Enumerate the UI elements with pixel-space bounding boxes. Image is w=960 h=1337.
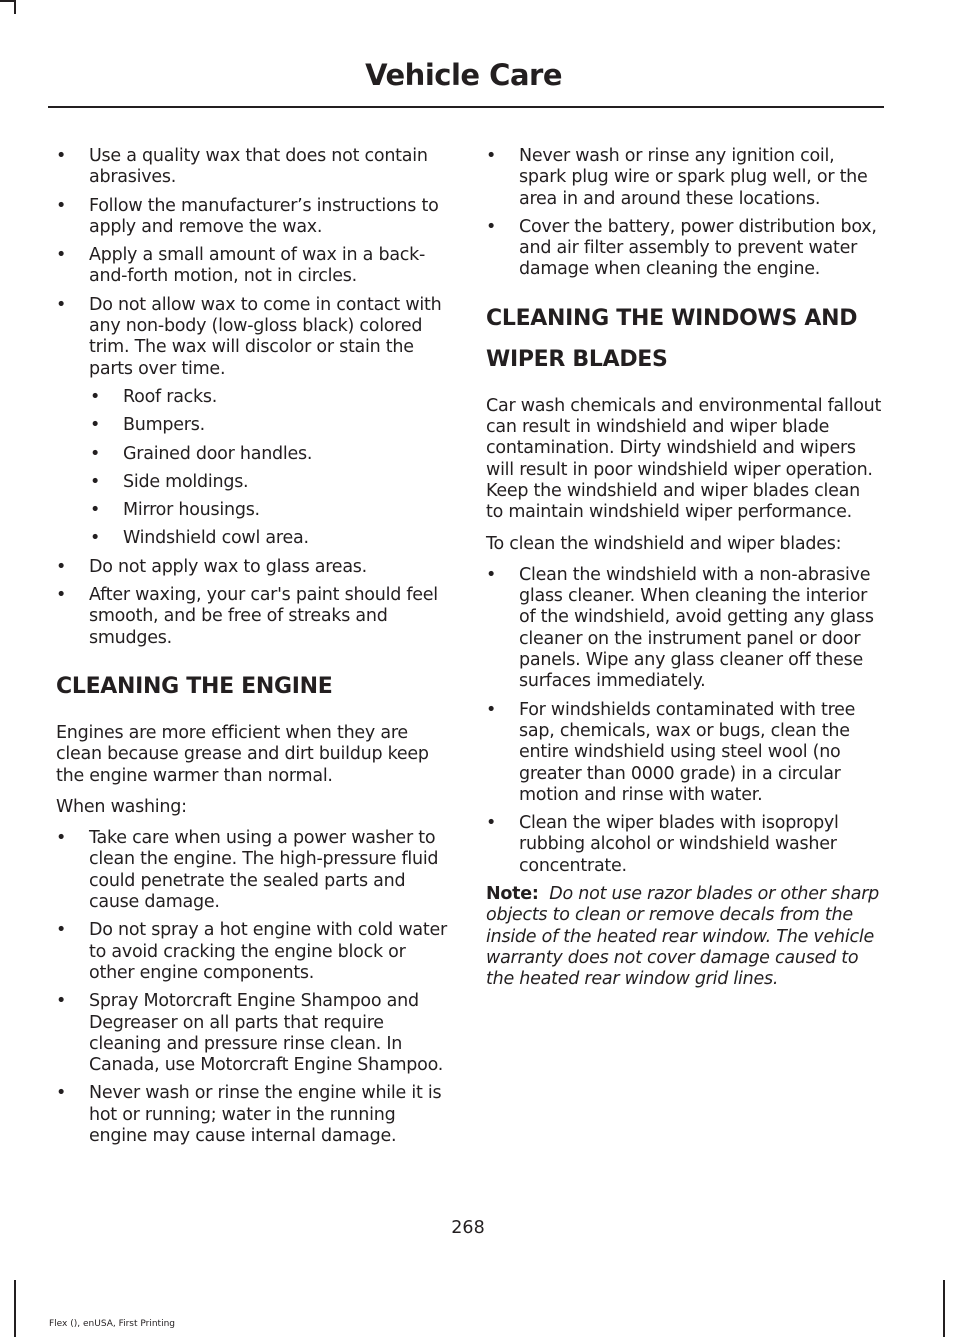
- list-item: • Follow the manufacturer’s instructions to apply and remove the wax.: [56, 195, 439, 237]
- bullet-icon: •: [486, 813, 497, 834]
- bullet-icon: •: [486, 699, 497, 720]
- bullet-icon: •: [56, 585, 67, 606]
- bullet-icon: •: [56, 920, 67, 941]
- bullet-icon: •: [486, 216, 497, 237]
- heading-line: CLEANING THE WINDOWS AND: [486, 305, 858, 331]
- engine-bullet-list-continued: [486, 146, 882, 281]
- bullet-icon: •: [90, 386, 101, 407]
- engine-intro-paragraph: Engines are more efficient when they are clean because grease and dirt buildup keep the engine warmer than normal.: [56, 722, 429, 786]
- crop-mark: [14, 0, 16, 14]
- note-label: Note:: [486, 884, 539, 905]
- list-item: • Spray Motorcraft Engine Shampoo and Degreaser on all parts that require cleaning and pressure rinse clean. In Canada, use Motorcraft Engine Shampoo.: [56, 991, 444, 1076]
- bullet-icon: •: [56, 556, 67, 577]
- list-item: • Use a quality wax that does not contain abrasives.: [56, 146, 428, 188]
- left-column: [56, 146, 448, 1154]
- bullet-icon: •: [90, 443, 101, 464]
- sub-list-item: • Windshield cowl area.: [90, 528, 309, 549]
- crop-mark: [0, 0, 14, 2]
- sub-list-item: • Grained door handles.: [90, 443, 313, 464]
- bullet-icon: •: [56, 245, 67, 266]
- footer-text: Flex (), enUSA, First Printing: [49, 1319, 175, 1329]
- bullet-icon: •: [90, 415, 101, 436]
- bullet-icon: •: [56, 1083, 67, 1104]
- list-item: • After waxing, your car's paint should feel smooth, and be free of streaks and smudges.: [56, 585, 438, 648]
- bullet-icon: •: [56, 828, 67, 849]
- page-number: 268: [451, 1218, 485, 1238]
- sub-list-item: • Mirror housings.: [90, 500, 260, 521]
- bullet-icon: •: [56, 146, 67, 166]
- section-heading-engine: CLEANING THE ENGINE: [56, 673, 333, 699]
- page-header-title: Vehicle Care: [365, 58, 562, 92]
- sub-list-item: • Side moldings.: [90, 471, 249, 492]
- bullet-icon: •: [90, 500, 101, 521]
- sub-list-item: • Roof racks.: [90, 386, 218, 407]
- header-rule: [48, 106, 884, 108]
- wax-bullet-list: [56, 146, 448, 649]
- heading-line: WIPER BLADES: [486, 346, 668, 372]
- list-item: • For windshields contaminated with tree sap, chemicals, wax or bugs, clean the entire windshield using steel wool (no greater than 0000 grade) in a circular motion and rinse with water.: [486, 699, 856, 805]
- windows-bullet-list: [486, 565, 882, 877]
- crop-mark: [943, 1280, 945, 1337]
- list-item: • Clean the windshield with a non-abrasive glass cleaner. When cleaning the interior of the windshield, avoid getting any glass cleaner on the instrument panel or door panels. Wipe any glass cleaner off these surfaces immediately.: [486, 564, 874, 692]
- sub-list-item: • Bumpers.: [90, 415, 205, 436]
- bullet-icon: •: [90, 471, 101, 492]
- bullet-icon: •: [56, 195, 67, 216]
- list-item: • Clean the wiper blades with isopropyl rubbing alcohol or windshield washer concentrate.: [486, 813, 839, 876]
- list-item: • Do not spray a hot engine with cold water to avoid cracking the engine block or other engine components.: [56, 920, 447, 983]
- windows-label: To clean the windshield and wiper blades:: [486, 533, 842, 554]
- bullet-icon: •: [486, 564, 497, 585]
- note-text: Do not use razor blades or other sharp objects to clean or remove decals from the inside of the heated rear window. The vehicle warranty does not cover damage caused to the heated rear window grid lines.: [486, 884, 880, 990]
- bullet-icon: •: [56, 294, 67, 315]
- windows-intro-paragraph: Car wash chemicals and environmental fallout can result in windshield and wiper blade contamination. Dirty windshield and wipers will result in poor windshield wiper operation. Keep the windshield and wiper blades clean to maintain windshield wiper performance.: [486, 395, 882, 523]
- bullet-icon: •: [90, 528, 101, 549]
- list-item: • Do not allow wax to come in contact with any non-body (low-gloss black) colored trim. The wax will discolor or stain the parts over time. • Roof racks. • Bumpers. • Grained door handles. • Side moldings. • Mirror housings. • Windshield cowl area.: [56, 295, 448, 550]
- list-item: • Do not apply wax to glass areas.: [56, 556, 367, 577]
- list-item: • Never wash or rinse any ignition coil, spark plug wire or spark plug well, or the area in and around these locations.: [486, 146, 868, 209]
- bullet-icon: •: [486, 146, 497, 166]
- crop-mark: [14, 1280, 16, 1337]
- trim-subitem-list: [89, 387, 448, 550]
- list-item: • Take care when using a power washer to clean the engine. The high-pressure fluid could penetrate the sealed parts and cause damage.: [56, 828, 439, 913]
- list-item: • Apply a small amount of wax in a back-and-forth motion, not in circles.: [56, 245, 426, 287]
- section-heading-windows: [486, 303, 882, 376]
- list-item: • Cover the battery, power distribution box, and air filter assembly to prevent water damage when cleaning the engine.: [486, 216, 877, 280]
- washing-bullet-list: [56, 828, 448, 1147]
- washing-label: When washing:: [56, 796, 187, 817]
- bullet-icon: •: [56, 991, 67, 1012]
- note-paragraph: [486, 884, 882, 990]
- right-column: [486, 146, 882, 991]
- list-item: • Never wash or rinse the engine while it is hot or running; water in the running engine may cause internal damage.: [56, 1083, 442, 1146]
